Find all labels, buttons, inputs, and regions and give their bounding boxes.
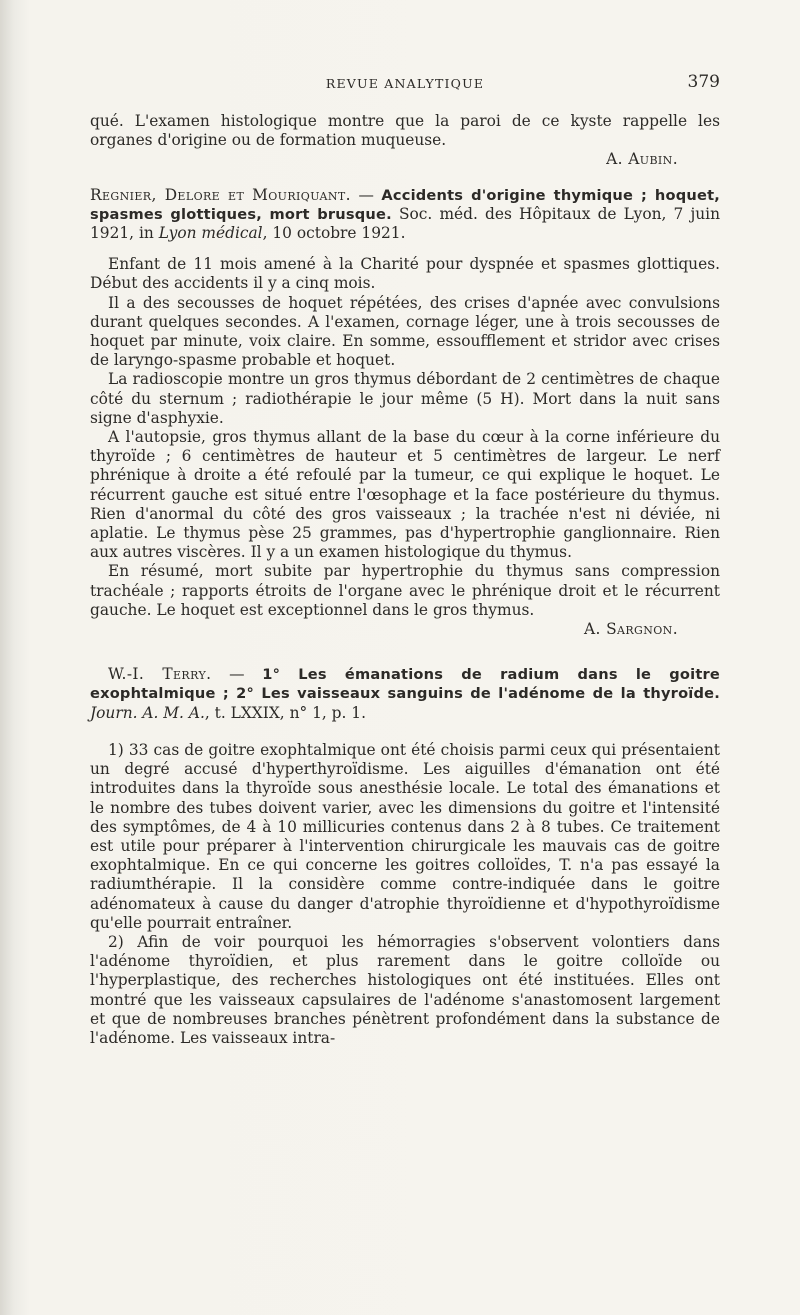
article3-paragraph-2: 2) Afin de voir pourquoi les hémorragies s'observent volontiers dans l'adénome thyroïdien, et plus rarement dans le goitre colloïde ou l'hyperplastique, des recherches histologiques ont été instituées. Elles ont montré que les vaisseaux capsulaires de l'adénome s'anastomosent largement et que de nombreuses branches pénètrent profondément dans la substance de l'adénome. Les vaisseaux intra- (90, 932, 720, 1047)
article2-paragraph-4: A l'autopsie, gros thymus allant de la base du cœur à la corne inférieure du thyroïde ; 6 centimètres de hauteur et 5 centimètres de largeur. Le nerf phrénique à droite a été refoulé par la tumeur, ce qui explique le hoquet. Le récurrent gauche est situé entre l'œsophage et la face postérieure du thymus. Rien d'anormal du côté des gros vaisseaux ; la trachée n'est ni déviée, ni aplatie. Le thymus pèse 25 grammes, pas d'hypertrophie ganglionnaire. Rien aux autres viscères. Il y a un examen histologique du thymus. (90, 428, 720, 562)
article2-journal: Lyon médical (158, 224, 263, 243)
page-header (90, 72, 720, 96)
article3-journal: Journ. A. M. A. (90, 703, 205, 722)
article-tail-text: qué. L'examen histologique montre que la paroi de ce kyste rappelle les organes d'origine ou de formation muqueuse. (90, 112, 720, 150)
signature-sargnon: A. Sargnon. (583, 620, 678, 639)
article3-heading (90, 665, 720, 723)
article2-heading (90, 186, 720, 244)
article2-authors: Regnier, Delore et Mouriquant. (90, 185, 351, 204)
article3-title: 1° Les émanations de radium dans le goitre exophtalmique ; 2° Les vaisseaux sanguins de l'adénome de la thyroïde. (90, 666, 720, 703)
article3-ref-post: , t. LXXIX, n° 1, p. 1. (204, 703, 366, 722)
running-title: REVUE ANALYTIQUE (325, 76, 485, 91)
signature-aubin: A. Aubin. (606, 150, 678, 169)
article2-paragraph-1: Enfant de 11 mois amené à la Charité pour dyspnée et spasmes glottiques. Début des accidents il y a cinq mois. (90, 255, 720, 293)
article2-signature (90, 620, 720, 639)
article2-paragraph-3: La radioscopie montre un gros thymus débordant de 2 centimètres de chaque côté du sternum ; radiothérapie le jour même (5 H). Mort dans la nuit sans signe d'asphyxie. (90, 370, 720, 427)
article3-authors: W.-I. Terry. (108, 665, 212, 684)
article2-dash: — (350, 185, 382, 204)
article2-ref-pre: Soc. méd. des Hôpitaux de Lyon, 7 juin 1921, in (90, 204, 720, 243)
article3-dash: — (211, 665, 263, 684)
article2-ref-post: , 10 octobre 1921. (262, 224, 406, 243)
article2-paragraph-5: En résumé, mort subite par hypertrophie du thymus sans compression trachéale ; rapports étroits de l'organe avec le phrénique droit et le récurrent gauche. Le hoquet est exceptionnel dans le gros thymus. (90, 562, 720, 619)
article2-title: Accidents d'origine thymique ; hoquet, spasmes glottiques, mort brusque. (90, 186, 720, 223)
article-tail-signature (90, 150, 720, 169)
page-content (90, 112, 720, 1048)
article3-paragraph-1: 1) 33 cas de goitre exophtalmique ont été choisis parmi ceux qui présentaient un degré accusé d'hyperthyroïdisme. Les aiguilles d'émanation ont été introduites dans la thyroïde sous anesthésie locale. Le total des émanations et le nombre des tubes doivent varier, avec les dimensions du goitre et l'intensité des symptômes, de 4 à 10 millicuries contenus dans 2 à 8 tubes. Ce traitement est utile pour préparer à l'intervention chirurgicale les mauvais cas de goitre exophtalmique. En ce qui concerne les goitres colloïdes, T. n'a pas essayé la radiumthérapie. Il la considère comme contre-indiquée dans le goitre adénomateux à cause du danger d'atrophie thyroïdienne et d'hypothyroïdisme qu'elle pourrait entraîner. (90, 740, 720, 932)
page-number: 379 (687, 72, 720, 92)
article2-paragraph-2: Il a des secousses de hoquet répétées, des crises d'apnée avec convulsions durant quelques secondes. A l'examen, cornage léger, une à trois secousses de hoquet par minute, voix claire. En somme, essoufflement et stridor avec crises de laryngo-spasme probable et hoquet. (90, 293, 720, 370)
